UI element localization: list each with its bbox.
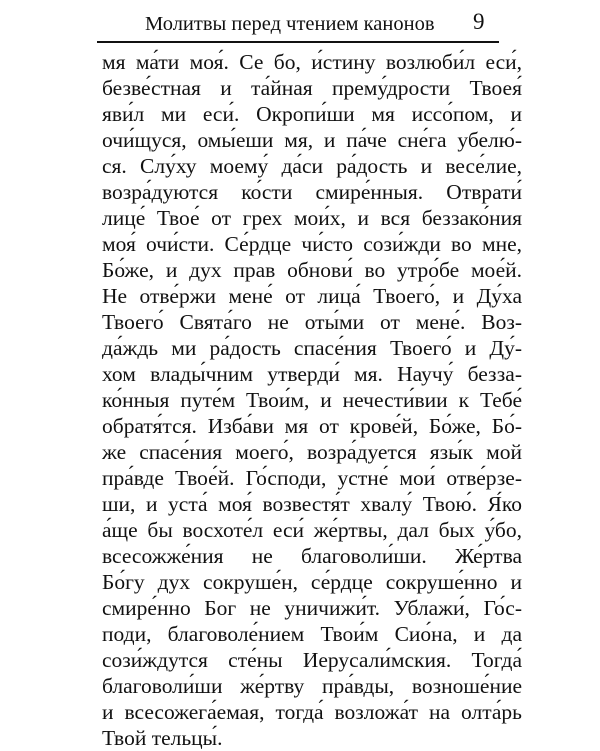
- text-line: хом влады́чним утверди́ мя. Научу́ беззa-: [102, 362, 522, 386]
- text-line: лице́ Твое́ от грех мои́х, и вся беззако́ния: [102, 206, 522, 230]
- page-number: 9: [473, 9, 485, 34]
- running-title: Молитвы перед чтением канонов: [145, 13, 435, 35]
- text-line: яви́л ми еси́. Окропи́ши мя иссо́пом, и: [102, 102, 522, 126]
- text-line: поди, благоволе́нием Твои́м Сио́на, и да: [102, 622, 522, 646]
- text-line: возра́дуются ко́сти смире́нныя. Отврати́: [102, 180, 522, 204]
- text-line: Бо́гу дух сокруше́н, се́рдце сокруше́нно и: [102, 570, 522, 594]
- text-line: мя ма́ти моя́. Се бо, и́стину возлюби́л еси́,: [102, 50, 522, 74]
- prayer-text: [102, 49, 522, 751]
- header-divider: [97, 41, 499, 43]
- text-line: ко́нныя путе́м Твои́м, и нечести́вии к Тебе́: [102, 388, 522, 412]
- text-line: а́ще бы восхоте́л еси́ же́ртвы, дал бых у́бо,: [102, 518, 522, 542]
- text-line: смире́нно Бог не уничижи́т. Ублажи́, Го́с-: [102, 596, 522, 620]
- text-line: моя́ очи́сти. Се́рдце чи́сто сози́жди во мне,: [102, 232, 522, 256]
- text-line: ши, и уста́ моя́ возвестя́т хвалу́ Твою́. Я́ко: [102, 492, 522, 516]
- text-line: Твоего́ Свята́го не оты́ми от мене́. Воз-: [102, 310, 522, 334]
- text-line: да́ждь ми ра́дость спасе́ния Твоего́ и Ду́-: [102, 336, 522, 360]
- text-line: очи́щуся, омы́еши мя, и па́че сне́га убелю́-: [102, 128, 522, 152]
- text-line: же спасе́ния моего́, возра́дуется язы́к мой: [102, 440, 522, 464]
- running-header: [97, 6, 499, 42]
- text-line: Не отве́ржи мене́ от лица́ Твоего́, и Ду́ха: [102, 284, 522, 308]
- text-line-last: Твой тельцы́.: [102, 726, 223, 750]
- text-line: безве́стная и та́йная прему́дрости Твоея́: [102, 76, 522, 100]
- text-line: и всесожега́емая, тогда́ возложа́т на олта́рь: [102, 700, 522, 724]
- text-line: сози́ждутся сте́ны Иерусали́мския. Тогда́: [102, 648, 522, 672]
- text-line: всесожже́ния не благоволи́ши. Же́ртва: [102, 544, 522, 568]
- text-line: обратя́тся. Изба́ви мя от крове́й, Бо́же, Бо́-: [102, 414, 522, 438]
- text-line: Бо́же, и дух прав обнови́ во утро́бе мое́й.: [102, 258, 522, 282]
- text-line: благоволи́ши же́ртву пра́вды, возноше́ние: [102, 674, 522, 698]
- text-line: ся. Слу́ху моему́ да́си ра́дость и весе́лие,: [102, 154, 522, 178]
- text-line: пра́вде Твое́й. Го́споди, устне́ мои́ отве́рзе-: [102, 466, 522, 490]
